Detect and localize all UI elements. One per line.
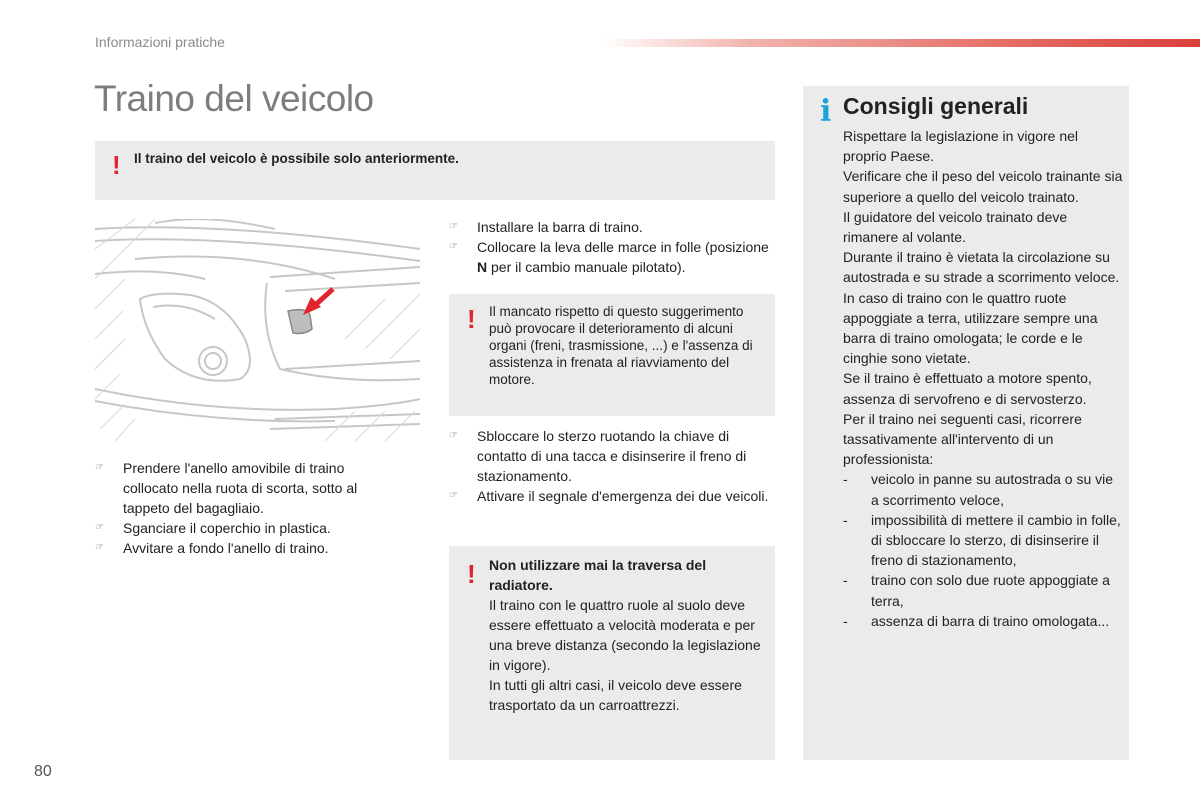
section-label: Informazioni pratiche — [95, 34, 225, 50]
warning-bottom-title: Non utilizzare mai la traversa del radiatore. — [489, 557, 707, 593]
list-item: - veicolo in panne su autostrada o su vie a scorrimento veloce, — [843, 471, 1114, 508]
hand-pointer-icon: ☞ — [95, 462, 104, 473]
advice-cases-list — [843, 469, 1123, 631]
advice-title: Consigli generali — [843, 93, 1029, 119]
advice-paragraph: Rispettare la legislazione in vigore nel proprio Paese. — [843, 128, 1079, 165]
hand-pointer-icon: ☞ — [95, 522, 104, 533]
warning-mid-text: Il mancato rispetto di questo suggerimento può provocare il deterioramento di alcuni organi (freni, trasmissione, ...) e l'assenza di assistenza in frenata al riavviamento del motore. — [489, 304, 753, 387]
advice-paragraph: Per il traino nei seguenti casi, ricorrere tassativamente all'intervento di un professionista: — [843, 410, 1082, 468]
warning-bottom-text-1: Il traino con le quattro ruole al suolo deve essere effettuato a velocità moderata e per una breve distanza (secondo la legislazione in vigore). — [489, 597, 761, 673]
page-title: Traino del veicolo — [94, 78, 374, 119]
hand-pointer-icon: ☞ — [449, 490, 458, 501]
advice-paragraph: Verificare che il peso del veicolo trainante sia superiore a quello del veicolo trainato. — [843, 168, 1123, 205]
advice-paragraph: In caso di traino con le quattro ruote appoggiate a terra, utilizzare sempre una barra di traino omologata; le corde e le cinghie sono vietate. — [843, 289, 1098, 367]
page-number: 80 — [34, 763, 52, 780]
hand-pointer-icon: ☞ — [95, 542, 104, 553]
list-item: - assenza di barra di traino omologata... — [843, 612, 1110, 629]
advice-body — [843, 126, 1123, 631]
list-item: ☞ Avvitare a fondo l'anello di traino. — [95, 540, 329, 556]
advice-paragraph: Il guidatore del veicolo trainato deve rimanere al volante. — [843, 208, 1068, 246]
list-item: ☞ Sbloccare lo sterzo ruotando la chiave di contatto di una tacca e disinserire il freno di stazionamento. — [449, 428, 747, 484]
list-item: - traino con solo due ruote appoggiate a terra, — [843, 572, 1110, 609]
exclamation-icon: ! — [467, 304, 476, 334]
list-item: ☞ Sganciare il coperchio in plastica. — [95, 520, 331, 536]
list-item: ☞ Prendere l'anello amovibile di traino collocato nella ruota di scorta, sotto al tappeto del bagagliaio. — [95, 460, 358, 516]
advice-paragraph: Se il traino è effettuato a motore spento, assenza di servofreno e di servosterzo. — [843, 370, 1092, 407]
hand-pointer-icon: ☞ — [449, 430, 458, 441]
hand-pointer-icon: ☞ — [449, 221, 458, 232]
steps-right-list-2 — [449, 426, 779, 506]
steps-right-list-1 — [449, 217, 779, 277]
exclamation-icon: ! — [467, 559, 476, 589]
advice-paragraph: Durante il traino è vietata la circolazione su autostrada e su strade a scorrimento veloce. — [843, 249, 1120, 286]
steps-left-list — [95, 458, 395, 558]
list-item: ☞ Collocare la leva delle marce in folle (posizione N per il cambio manuale pilotato). — [449, 239, 769, 275]
info-icon: i — [820, 94, 832, 129]
warning-top-text: Il traino del veicolo è possibile solo anteriormente. — [134, 151, 459, 166]
header-accent-bar — [600, 39, 1200, 47]
exclamation-icon: ! — [112, 150, 121, 180]
warning-bottom-text-2: In tutti gli altri casi, il veicolo deve essere trasportato da un carroattrezzi. — [489, 677, 742, 713]
list-item: ☞ Installare la barra di traino. — [449, 219, 643, 235]
car-front-illustration — [95, 219, 420, 441]
list-item: - impossibilità di mettere il cambio in folle, di sbloccare lo sterzo, di disinserire il freno di stazionamento, — [843, 511, 1121, 569]
hand-pointer-icon: ☞ — [449, 241, 458, 252]
warning-bottom-content — [489, 555, 761, 715]
list-item: ☞ Attivare il segnale d'emergenza dei due veicoli. — [449, 488, 769, 504]
